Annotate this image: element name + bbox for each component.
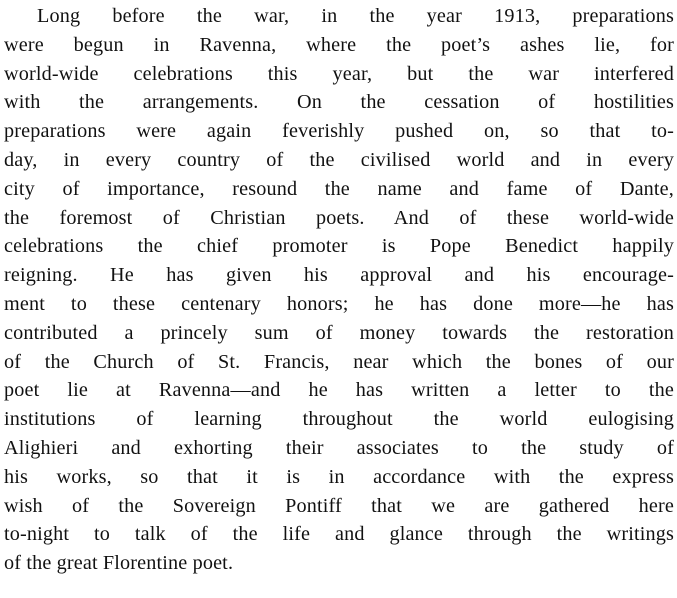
text-line: ment to these centenary honors; he has done more—he has xyxy=(4,292,674,315)
text-line: reigning. He has given his approval and his encourage- xyxy=(4,264,674,287)
text-line: were begun in Ravenna, where the poet’s ashes lie, for xyxy=(4,33,674,56)
text-line: Long before the war, in the year 1913, preparations xyxy=(37,5,674,27)
text-line: world-wide celebrations this year, but the war interfered xyxy=(4,62,674,85)
text-line: contributed a princely sum of money towards the restoration xyxy=(4,321,674,344)
text-line: with the arrangements. On the cessation of hostilities xyxy=(4,91,674,114)
text-line: Alighieri and exhorting their associates to the study of xyxy=(4,436,674,459)
body-paragraph xyxy=(4,0,674,578)
text-line: the foremost of Christian poets. And of these world-wide xyxy=(4,206,674,229)
text-line: celebrations the chief promoter is Pope Benedict happily xyxy=(4,235,674,258)
text-line: wish of the Sovereign Pontiff that we are gathered here xyxy=(4,494,674,517)
text-line: his works, so that it is in accordance with the express xyxy=(4,465,674,488)
text-line: of the Church of St. Francis, near which the bones of our xyxy=(4,350,674,373)
text-line: of the great Florentine poet. xyxy=(4,552,234,575)
text-line: city of importance, resound the name and fame of Dante, xyxy=(4,177,674,200)
text-line: poet lie at Ravenna—and he has written a letter to the xyxy=(4,379,674,402)
text-line: to-night to talk of the life and glance through the writings xyxy=(4,523,674,546)
text-line: institutions of learning throughout the world eulogising xyxy=(4,408,674,431)
text-line: preparations were again feverishly pushed on, so that to- xyxy=(4,120,674,143)
text-line: day, in every country of the civilised world and in every xyxy=(4,148,674,171)
